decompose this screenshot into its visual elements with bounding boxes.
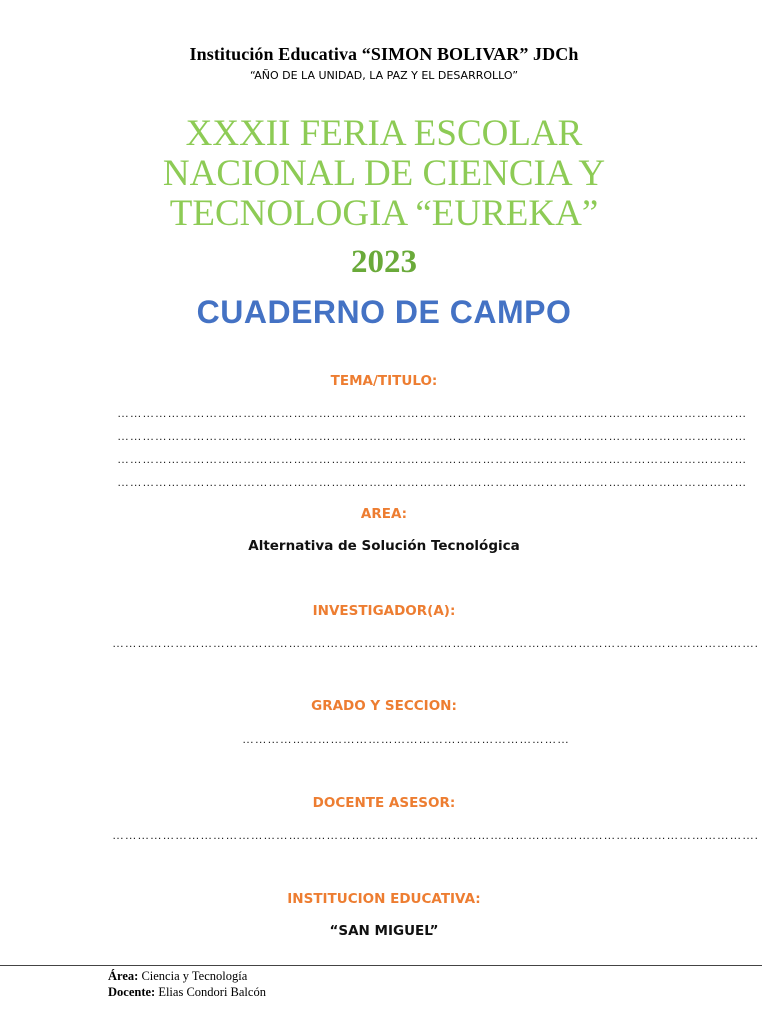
footer-area xyxy=(108,969,247,984)
fair-year: 2023 xyxy=(351,244,417,280)
document-title: CUADERNO DE CAMPO xyxy=(196,294,572,330)
area-label: AREA: xyxy=(360,506,408,522)
tema-line-2[interactable]: …………………………………………………………………………………………………………………………………… xyxy=(117,429,747,443)
institucion-label: INSTITUCION EDUCATIVA: xyxy=(287,891,481,907)
institucion-value: “SAN MIGUEL” xyxy=(329,923,439,939)
fair-title xyxy=(0,114,768,234)
docente-label: DOCENTE ASESOR: xyxy=(312,795,456,811)
grado-line[interactable]: …………………………………………………………………… xyxy=(242,732,570,746)
year-motto: “AÑO DE LA UNIDAD, LA PAZ Y EL DESARROLLO” xyxy=(249,69,519,82)
fair-title-line-1: XXXII FERIA ESCOLAR xyxy=(185,113,583,154)
investigador-line[interactable]: ………………………………………………………………………………………………………………………………………. xyxy=(112,636,759,650)
footer-area-value: Ciencia y Tecnología xyxy=(141,969,248,983)
tema-label: TEMA/TITULO: xyxy=(330,373,438,389)
footer-docente-value: Elias Condori Balcón xyxy=(158,985,266,999)
investigador-label: INVESTIGADOR(A): xyxy=(312,603,456,619)
institution-name: Institución Educativa “SIMON BOLIVAR” JDCh xyxy=(189,44,579,64)
tema-line-3[interactable]: …………………………………………………………………………………………………………………………………… xyxy=(117,452,747,466)
fair-title-line-3: TECNOLOGIA “EUREKA” xyxy=(169,193,599,234)
docente-line[interactable]: ………………………………………………………………………………………………………………………………………. xyxy=(112,828,759,842)
tema-line-1[interactable]: …………………………………………………………………………………………………………………………………… xyxy=(117,406,747,420)
footer-docente xyxy=(108,985,266,1000)
tema-line-4[interactable]: …………………………………………………………………………………………………………………………………… xyxy=(117,475,747,489)
fair-title-line-2: NACIONAL DE CIENCIA Y xyxy=(162,153,606,194)
footer-docente-label: Docente: xyxy=(108,985,156,999)
footer-divider xyxy=(0,965,762,966)
area-value: Alternativa de Solución Tecnológica xyxy=(248,538,520,554)
grado-label: GRADO Y SECCION: xyxy=(311,698,457,714)
footer-area-label: Área: xyxy=(108,969,139,983)
